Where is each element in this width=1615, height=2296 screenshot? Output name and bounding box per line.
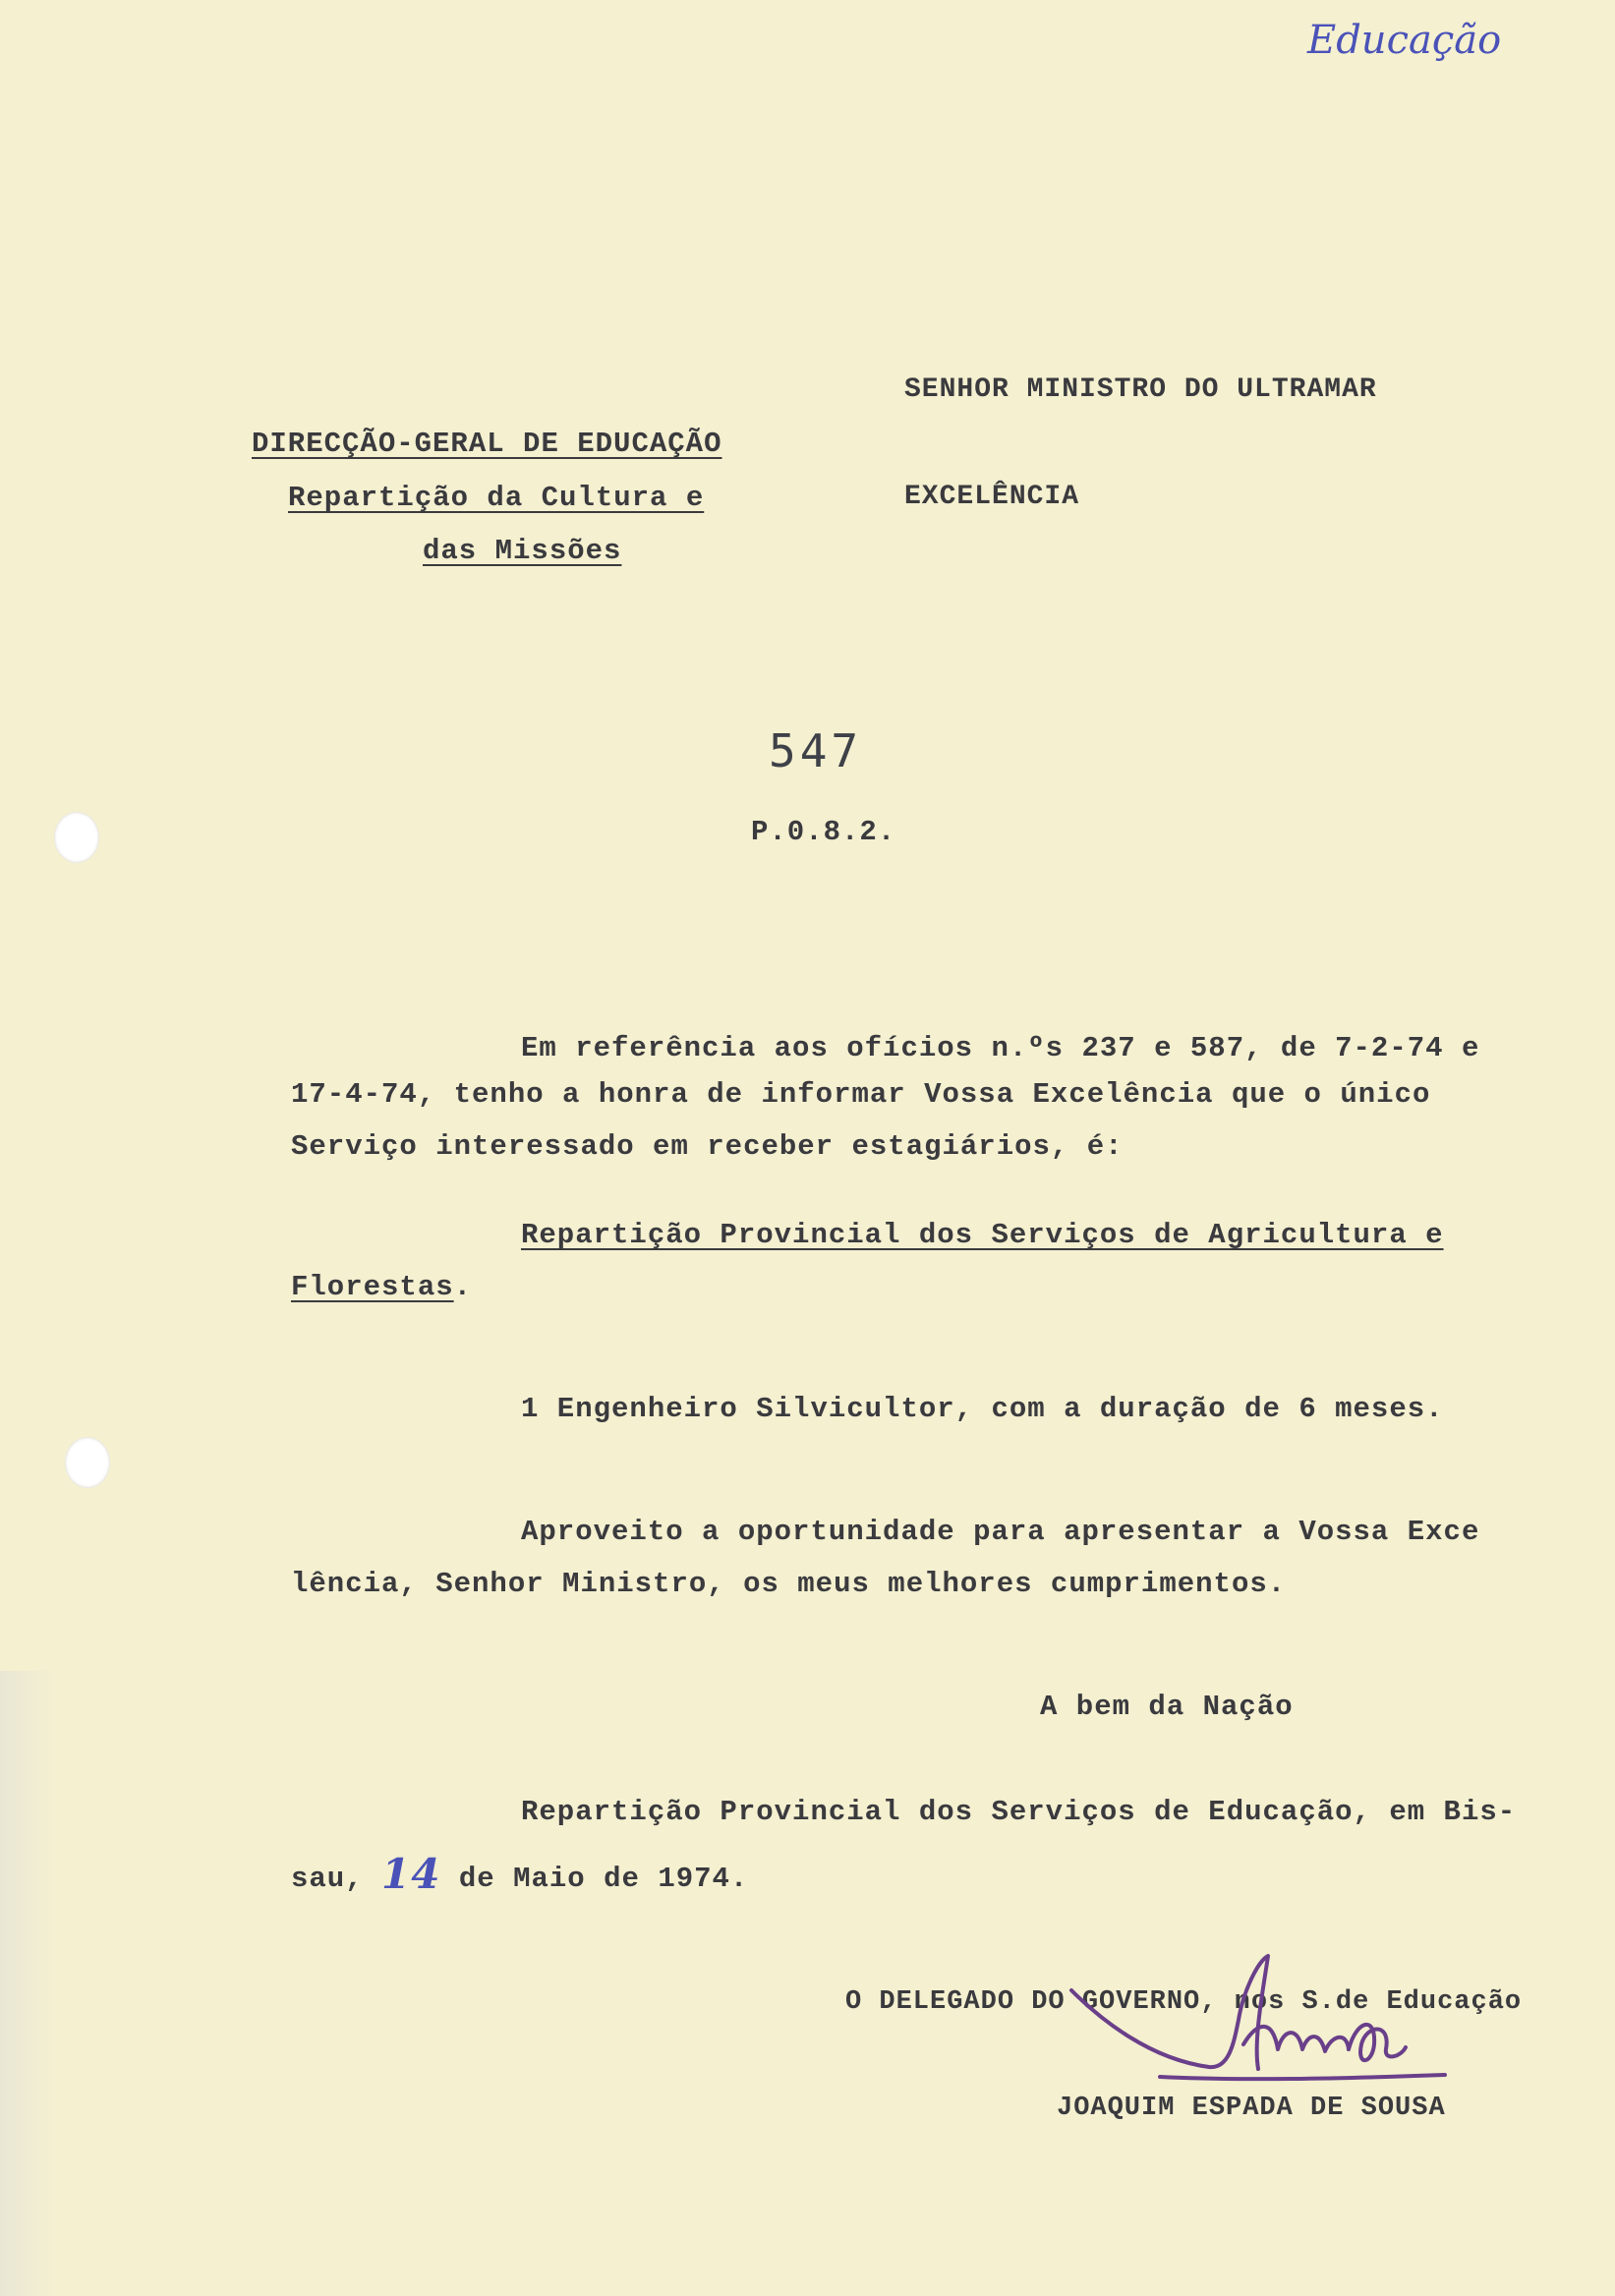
punch-hole-upper [54,812,99,863]
signature-underline [1160,2075,1445,2079]
requested-item: 1 Engenheiro Silvicultor, com a duração de 6 meses. [521,1393,1444,1425]
motto: A bem da Nação [1040,1691,1294,1723]
service-name-line-2 [291,1271,472,1303]
handwritten-signature [1062,1951,1455,2098]
salutation: EXCELÊNCIA [904,482,1080,512]
addressee-line: SENHOR MINISTRO DO ULTRAMAR [904,374,1377,405]
closing-line-2: lência, Senhor Ministro, os meus melhores cumprimentos. [291,1568,1287,1600]
place-date-line [291,1848,748,1896]
closing-line-1: Aproveito a oportunidade para apresentar a Vossa Exce [521,1516,1480,1548]
office-line-2: Repartição da Cultura e [288,482,705,514]
page-left-edge-shadow [0,1671,59,2296]
reference-number-stamp: 547 [769,724,863,777]
signature-stroke-3 [1349,2025,1406,2060]
place-line-2-end: de Maio de 1974. [458,1863,749,1895]
signatory-title: O DELEGADO DO GOVERNO, nos S.de Educação [845,1987,1523,2017]
signatory-name: JOAQUIM ESPADA DE SOUSA [1057,2094,1446,2123]
body-paragraph-1-line-2: 17-4-74, tenho a honra de informar Vossa Excelência que o único [291,1078,1431,1111]
punch-hole-lower [65,1437,110,1488]
place-line-1: Repartição Provincial dos Serviços de Educação, em Bis- [521,1796,1517,1828]
place-line-2-start: sau, [291,1863,364,1895]
office-line-1: DIRECÇÃO-GERAL DE EDUCAÇÃO [252,428,722,460]
office-line-3: das Missões [423,535,622,567]
signature-stroke-1 [1071,1956,1268,2069]
body-paragraph-1-line-1: Em referência aos ofícios n.ºs 237 e 587, de 7-2-74 e [521,1032,1480,1064]
process-code: P.0.8.2. [751,816,896,848]
service-name-line-1: Repartição Provincial dos Serviços de Agricultura e [521,1219,1444,1251]
handwritten-day: 14 [381,1850,441,1898]
service-name-line-2-end: . [453,1271,473,1303]
body-paragraph-1-line-3: Serviço interessado em receber estagiários, é: [291,1130,1124,1163]
service-name-line-2-text: Florestas [291,1271,454,1303]
handwritten-annotation: Educação [1307,18,1502,63]
